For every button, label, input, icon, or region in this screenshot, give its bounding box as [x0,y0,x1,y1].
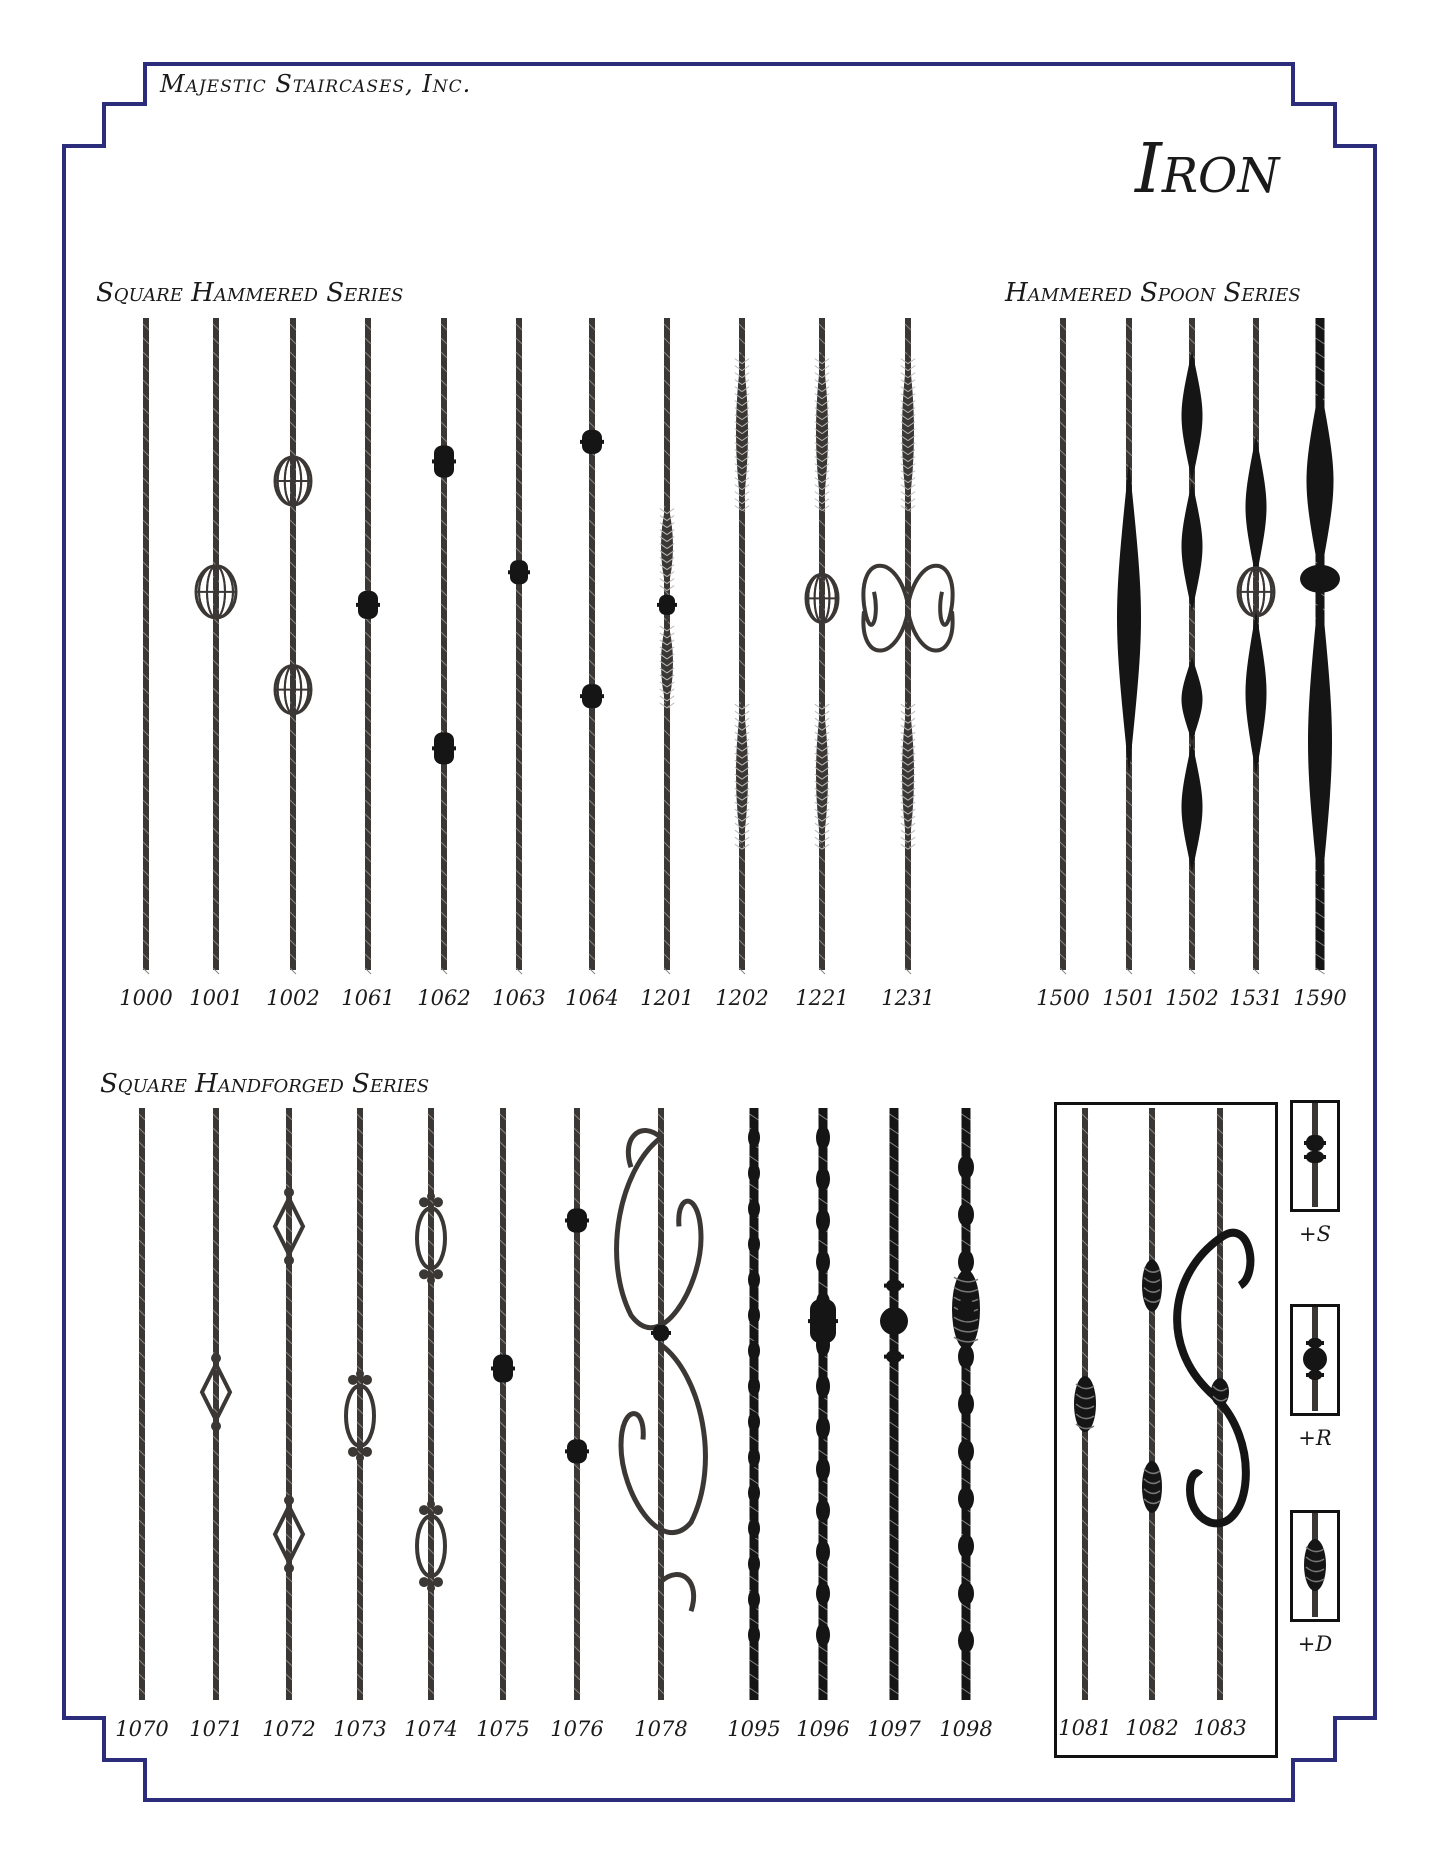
handforged-label-1076: 1076 [550,1717,604,1741]
hammered-label-1202: 1202 [715,986,769,1010]
baluster-1590 [1250,308,1390,980]
square-handforged-title: Square Handforged Series [100,1069,430,1099]
hammered-label-1063: 1063 [492,986,546,1010]
hammered-label-1221: 1221 [795,986,849,1010]
hammered-label-1002: 1002 [266,986,320,1010]
spoon-label-1501: 1501 [1102,986,1156,1010]
handforged-label-1072: 1072 [262,1717,316,1741]
square-hammered-title: Square Hammered Series [96,278,404,308]
handforged-label-1075: 1075 [476,1717,530,1741]
hammered-label-1231: 1231 [881,986,935,1010]
page-title: Iron [1135,130,1280,209]
spoon-label-1502: 1502 [1165,986,1219,1010]
addon-ornament-S [1293,1103,1337,1207]
company-name: Majestic Staircases, Inc. [160,70,472,98]
addon-ornament-R [1293,1307,1337,1411]
baluster-1083 [1150,1098,1290,1710]
hammered-label-1062: 1062 [417,986,471,1010]
hammered-label-1000: 1000 [119,986,173,1010]
handforged-label-1074: 1074 [404,1717,458,1741]
boxed-label-1083: 1083 [1193,1716,1247,1740]
spoon-label-1590: 1590 [1293,986,1347,1010]
handforged-label-1096: 1096 [796,1717,850,1741]
handforged-label-1098: 1098 [939,1717,993,1741]
handforged-label-1097: 1097 [867,1717,921,1741]
handforged-label-1095: 1095 [727,1717,781,1741]
handforged-label-1071: 1071 [189,1717,243,1741]
hammered-spoon-title: Hammered Spoon Series [1005,278,1301,308]
hammered-label-1061: 1061 [341,986,395,1010]
boxed-label-1082: 1082 [1125,1716,1179,1740]
spoon-label-1500: 1500 [1036,986,1090,1010]
addon-label-S: +S [1299,1222,1331,1246]
addon-ornament-D [1293,1513,1337,1617]
hammered-label-1064: 1064 [565,986,619,1010]
handforged-label-1070: 1070 [115,1717,169,1741]
baluster-1231 [838,308,978,980]
handforged-label-1073: 1073 [333,1717,387,1741]
handforged-label-1078: 1078 [634,1717,688,1741]
spoon-label-1531: 1531 [1229,986,1283,1010]
boxed-label-1081: 1081 [1058,1716,1112,1740]
addon-label-R: +R [1298,1426,1332,1450]
addon-label-D: +D [1297,1632,1333,1656]
hammered-label-1201: 1201 [640,986,694,1010]
hammered-label-1001: 1001 [189,986,243,1010]
